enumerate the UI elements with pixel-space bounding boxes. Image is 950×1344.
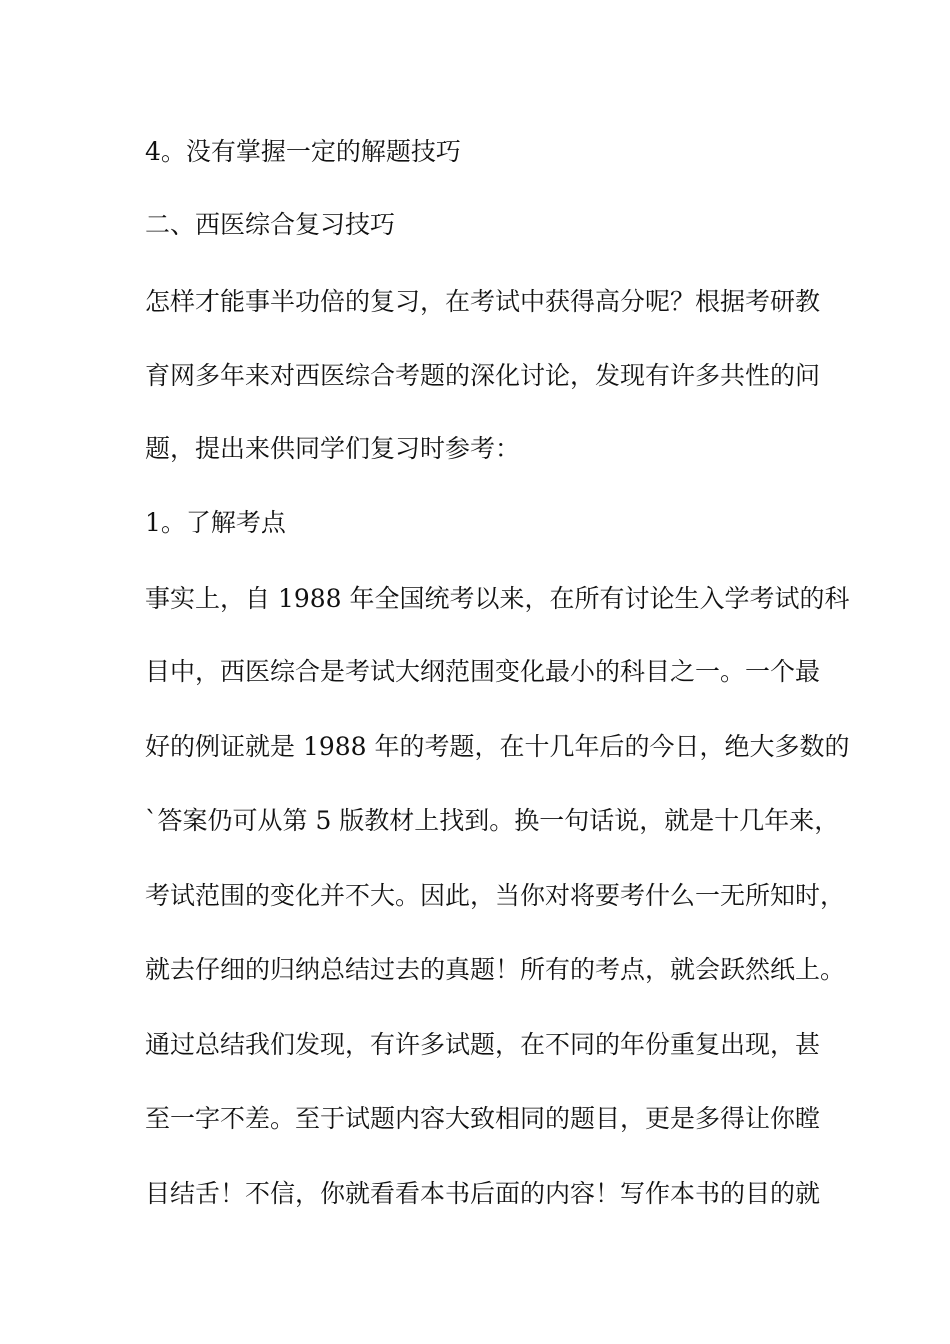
paragraph-line: `答案仍可从第 5 版教材上找到。换一句话说，就是十几年来， — [145, 806, 840, 835]
paragraph-line: 好的例证就是 1988 年的考题，在十几年后的今日，绝大多数的 — [145, 732, 850, 761]
paragraph-line: 目中，西医综合是考试大纲范围变化最小的科目之一。一个最 — [145, 657, 821, 686]
paragraph-line: 事实上，自 1988 年全国统考以来，在所有讨论生入学考试的科 — [145, 584, 850, 613]
subsection-heading: 1。了解考点 — [145, 508, 286, 537]
paragraph-line: 考试范围的变化并不大。因此，当你对将要考什么一无所知时， — [145, 881, 846, 910]
section-heading: 二、西医综合复习技巧 — [145, 210, 396, 239]
paragraph-line: 就去仔细的归纳总结过去的真题！所有的考点，就会跃然纸上。 — [145, 955, 846, 984]
paragraph-line: 目结舌！不信，你就看看本书后面的内容！写作本书的目的就 — [145, 1179, 821, 1208]
list-item-heading: 4。没有掌握一定的解题技巧 — [145, 137, 461, 166]
paragraph-line: 怎样才能事半功倍的复习，在考试中获得高分呢？根据考研教 — [145, 287, 821, 316]
paragraph-line: 至一字不差。至于试题内容大致相同的题目，更是多得让你瞠 — [145, 1104, 821, 1133]
paragraph-line: 通过总结我们发现，有许多试题，在不同的年份重复出现，甚 — [145, 1030, 821, 1059]
paragraph-line: 育网多年来对西医综合考题的深化讨论，发现有许多共性的问 — [145, 361, 821, 390]
paragraph-line: 题，提出来供同学们复习时参考： — [145, 434, 521, 463]
